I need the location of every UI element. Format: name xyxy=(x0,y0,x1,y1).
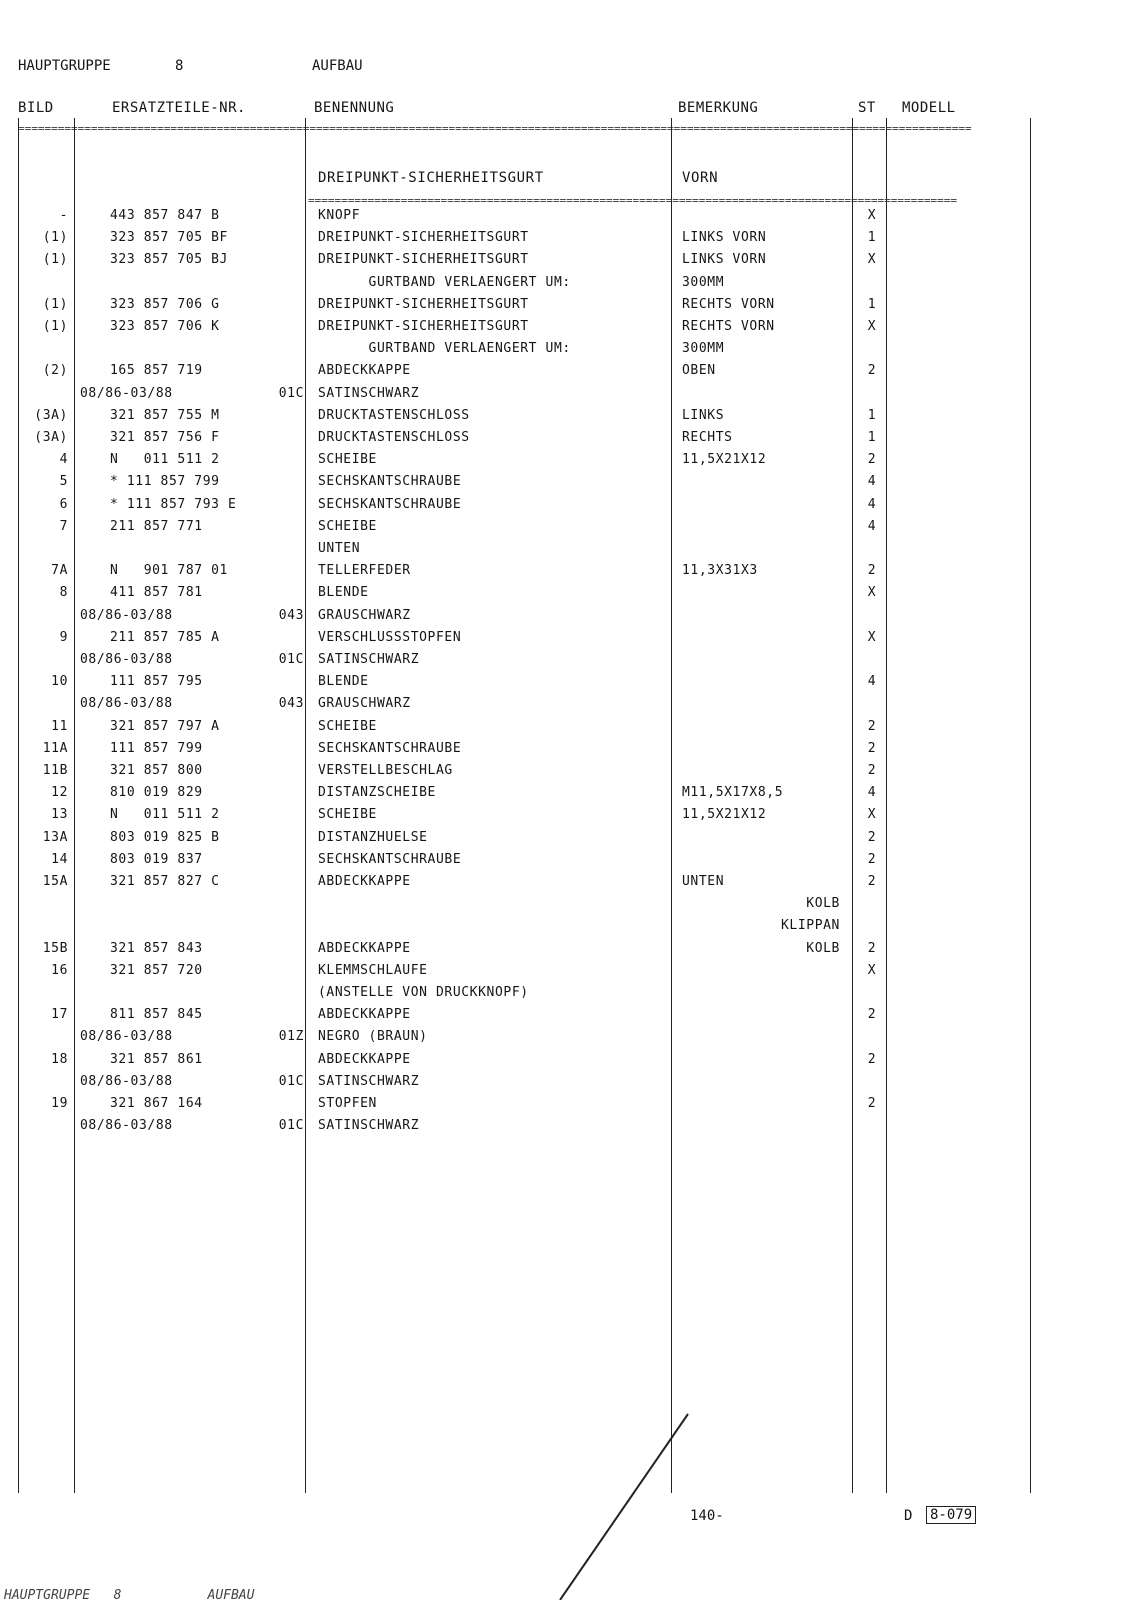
row-part-number: 165 857 719 xyxy=(110,363,203,379)
row-benennung: ABDECKKAPPE xyxy=(318,874,411,889)
row-stueck: X xyxy=(867,208,877,223)
row-part-number: 323 857 705 BJ xyxy=(110,252,228,268)
row-part-number: 08/86-03/88 xyxy=(80,607,173,623)
row-stueck: 2 xyxy=(867,829,877,845)
row-part-number: 321 857 755 M xyxy=(110,407,220,423)
row-part-number: 321 857 827 C xyxy=(110,874,220,889)
row-stueck: 1 xyxy=(867,430,877,445)
row-stueck: X xyxy=(867,962,877,978)
row-bild: 13 xyxy=(51,807,68,823)
row-benennung: GURTBAND VERLAENGERT UM: xyxy=(318,274,571,290)
row-benennung: SATINSCHWARZ xyxy=(318,1118,420,1134)
row-stueck: 4 xyxy=(867,674,877,690)
row-benennung: BLENDE xyxy=(318,674,369,690)
row-stueck: 2 xyxy=(867,940,877,956)
row-part-number: * 111 857 799 xyxy=(110,474,220,490)
col-bild-header: BILD xyxy=(18,100,54,116)
col-modell-header: MODELL xyxy=(902,100,956,116)
row-stueck: 2 xyxy=(867,740,877,756)
row-bemerkung: M11,5X17X8,5 xyxy=(682,785,784,801)
row-bild: 12 xyxy=(51,785,68,801)
row-part-number: 323 857 706 K xyxy=(110,319,220,334)
row-bemerkung-right: KOLB xyxy=(806,940,840,956)
row-benennung: SATINSCHWARZ xyxy=(318,385,420,401)
row-part-number: 211 857 771 xyxy=(110,518,203,534)
row-stueck: X xyxy=(867,319,877,334)
row-benennung: TELLERFEDER xyxy=(318,563,411,579)
row-color-code: 043 xyxy=(278,696,304,712)
row-bemerkung: RECHTS VORN xyxy=(682,296,775,312)
row-bemerkung-right: KLIPPAN xyxy=(781,918,840,934)
row-bemerkung: 300MM xyxy=(682,274,725,290)
row-bild: (2) xyxy=(42,363,68,379)
row-stueck: 4 xyxy=(867,518,877,534)
row-bemerkung: RECHTS xyxy=(682,430,733,445)
section-remark: VORN xyxy=(682,170,719,186)
row-bild: 5 xyxy=(59,474,68,490)
row-bemerkung: 11,5X21X12 xyxy=(682,807,767,823)
row-stueck: 2 xyxy=(867,452,877,468)
row-bemerkung: LINKS VORN xyxy=(682,252,767,268)
row-benennung: GRAUSCHWARZ xyxy=(318,607,411,623)
row-part-number: N 011 511 2 xyxy=(110,452,220,468)
row-benennung: STOPFEN xyxy=(318,1096,377,1111)
row-bemerkung: 11,3X31X3 xyxy=(682,563,758,579)
row-bild: 9 xyxy=(59,629,68,645)
row-color-code: 01C xyxy=(278,1118,304,1134)
row-part-number: N 011 511 2 xyxy=(110,807,220,823)
hauptgruppe-value: 8 xyxy=(175,58,184,74)
page-number: 140- xyxy=(690,1508,724,1524)
row-stueck: 4 xyxy=(867,785,877,801)
row-stueck: X xyxy=(867,629,877,645)
row-stueck: 2 xyxy=(867,763,877,778)
row-benennung: DREIPUNKT-SICHERHEITSGURT xyxy=(318,230,529,246)
row-bemerkung: OBEN xyxy=(682,363,716,379)
row-bild: 4 xyxy=(59,452,68,468)
section-title: DREIPUNKT-SICHERHEITSGURT xyxy=(318,170,544,186)
col-st-header: ST xyxy=(858,100,876,116)
row-benennung: SECHSKANTSCHRAUBE xyxy=(318,474,462,490)
row-part-number: 08/86-03/88 xyxy=(80,1118,173,1134)
row-bemerkung: 300MM xyxy=(682,341,725,357)
row-stueck: X xyxy=(867,807,877,823)
row-bild: (3A) xyxy=(34,430,68,445)
section-letter: D xyxy=(904,1508,913,1524)
row-benennung: SATINSCHWARZ xyxy=(318,1073,420,1089)
row-stueck: 2 xyxy=(867,874,877,889)
row-bemerkung: LINKS xyxy=(682,407,725,423)
row-stueck: 1 xyxy=(867,296,877,312)
row-bemerkung: RECHTS VORN xyxy=(682,319,775,334)
pen-stroke-line xyxy=(560,1414,688,1600)
row-benennung: DISTANZSCHEIBE xyxy=(318,785,436,801)
row-benennung: NEGRO (BRAUN) xyxy=(318,1029,428,1045)
row-bild: - xyxy=(59,208,68,223)
row-color-code: 01Z xyxy=(278,1029,304,1045)
row-part-number: 803 019 825 B xyxy=(110,829,220,845)
row-benennung: DREIPUNKT-SICHERHEITSGURT xyxy=(318,319,529,334)
row-benennung: VERSTELLBESCHLAG xyxy=(318,763,453,778)
row-part-number: 321 857 797 A xyxy=(110,718,220,734)
row-color-code: 01C xyxy=(278,1073,304,1089)
row-stueck: X xyxy=(867,252,877,268)
row-benennung: UNTEN xyxy=(318,541,361,556)
row-part-number: 08/86-03/88 xyxy=(80,696,173,712)
next-page-header: HAUPTGRUPPE 8 AUFBAU xyxy=(4,1588,255,1603)
row-stueck: 1 xyxy=(867,230,877,246)
section-rule: ================================================================================================== xyxy=(308,196,958,206)
row-part-number: 323 857 706 G xyxy=(110,296,220,312)
row-benennung: (ANSTELLE VON DRUCKKNOPF) xyxy=(318,985,529,1000)
row-bemerkung: LINKS VORN xyxy=(682,230,767,246)
row-bemerkung: UNTEN xyxy=(682,874,725,889)
row-stueck: 2 xyxy=(867,718,877,734)
row-benennung: ABDECKKAPPE xyxy=(318,1051,411,1067)
row-stueck: 2 xyxy=(867,1096,877,1111)
row-stueck: 1 xyxy=(867,407,877,423)
col-ersatzteile-header: ERSATZTEILE-NR. xyxy=(112,100,246,116)
row-part-number: 321 857 800 xyxy=(110,763,203,778)
row-part-number: 810 019 829 xyxy=(110,785,203,801)
row-benennung: SECHSKANTSCHRAUBE xyxy=(318,496,462,512)
row-bild: 15A xyxy=(42,874,68,889)
row-benennung: KNOPF xyxy=(318,208,361,223)
row-part-number: 321 857 756 F xyxy=(110,430,220,445)
row-stueck: 2 xyxy=(867,851,877,867)
row-part-number: 323 857 705 BF xyxy=(110,230,228,246)
row-part-number: 443 857 847 B xyxy=(110,208,220,223)
row-stueck: 2 xyxy=(867,1007,877,1023)
row-benennung: GRAUSCHWARZ xyxy=(318,696,411,712)
row-bild: 17 xyxy=(51,1007,68,1023)
row-bild: 11A xyxy=(42,740,68,756)
row-benennung: BLENDE xyxy=(318,585,369,601)
row-part-number: 321 867 164 xyxy=(110,1096,203,1111)
row-bild: (1) xyxy=(42,296,68,312)
hauptgruppe-label: HAUPTGRUPPE xyxy=(18,58,111,74)
row-part-number: 08/86-03/88 xyxy=(80,1029,173,1045)
row-bild: 14 xyxy=(51,851,68,867)
row-benennung: ABDECKKAPPE xyxy=(318,363,411,379)
row-part-number: 321 857 843 xyxy=(110,940,203,956)
row-benennung: SCHEIBE xyxy=(318,452,377,468)
row-benennung: SCHEIBE xyxy=(318,807,377,823)
row-benennung: KLEMMSCHLAUFE xyxy=(318,962,428,978)
row-benennung: DISTANZHUELSE xyxy=(318,829,428,845)
row-benennung: SATINSCHWARZ xyxy=(318,652,420,667)
row-bild: 6 xyxy=(59,496,68,512)
row-bemerkung: 11,5X21X12 xyxy=(682,452,767,468)
row-benennung: ABDECKKAPPE xyxy=(318,940,411,956)
row-bild: 11 xyxy=(51,718,68,734)
row-benennung: DREIPUNKT-SICHERHEITSGURT xyxy=(318,252,529,268)
row-bild: 15B xyxy=(42,940,68,956)
page-title: AUFBAU xyxy=(312,58,363,74)
row-stueck: 2 xyxy=(867,563,877,579)
page-code: 8-079 xyxy=(926,1506,976,1524)
row-stueck: 4 xyxy=(867,474,877,490)
row-part-number: 411 857 781 xyxy=(110,585,203,601)
row-bild: (3A) xyxy=(34,407,68,423)
row-benennung: ABDECKKAPPE xyxy=(318,1007,411,1023)
row-bild: 8 xyxy=(59,585,68,601)
row-part-number: 111 857 799 xyxy=(110,740,203,756)
col-bemerkung-header: BEMERKUNG xyxy=(678,100,759,116)
row-color-code: 01C xyxy=(278,385,304,401)
row-benennung: SCHEIBE xyxy=(318,518,377,534)
row-stueck: 4 xyxy=(867,496,877,512)
row-part-number: 08/86-03/88 xyxy=(80,652,173,667)
row-stueck: 2 xyxy=(867,1051,877,1067)
row-color-code: 01C xyxy=(278,652,304,667)
row-bild: 19 xyxy=(51,1096,68,1111)
row-bild: 11B xyxy=(42,763,68,778)
row-part-number: N 901 787 01 xyxy=(110,563,228,579)
row-part-number: * 111 857 793 E xyxy=(110,496,237,512)
header-rule: ================================================================================================================================================ xyxy=(18,124,972,134)
row-benennung: DRUCKTASTENSCHLOSS xyxy=(318,407,470,423)
row-bild: 13A xyxy=(42,829,68,845)
row-bild: 10 xyxy=(51,674,68,690)
row-part-number: 08/86-03/88 xyxy=(80,385,173,401)
row-part-number: 08/86-03/88 xyxy=(80,1073,173,1089)
row-stueck: 2 xyxy=(867,363,877,379)
row-stueck: X xyxy=(867,585,877,601)
row-bild: 7A xyxy=(51,563,68,579)
row-benennung: SECHSKANTSCHRAUBE xyxy=(318,740,462,756)
row-part-number: 211 857 785 A xyxy=(110,629,220,645)
row-benennung: SCHEIBE xyxy=(318,718,377,734)
row-benennung: SECHSKANTSCHRAUBE xyxy=(318,851,462,867)
row-part-number: 321 857 861 xyxy=(110,1051,203,1067)
row-bild: 18 xyxy=(51,1051,68,1067)
row-part-number: 321 857 720 xyxy=(110,962,203,978)
row-part-number: 803 019 837 xyxy=(110,851,203,867)
row-bild: 16 xyxy=(51,962,68,978)
row-benennung: VERSCHLUSSSTOPFEN xyxy=(318,629,462,645)
row-bild: (1) xyxy=(42,230,68,246)
row-bild: (1) xyxy=(42,319,68,334)
row-part-number: 111 857 795 xyxy=(110,674,203,690)
row-part-number: 811 857 845 xyxy=(110,1007,203,1023)
row-benennung: DREIPUNKT-SICHERHEITSGURT xyxy=(318,296,529,312)
row-bemerkung-right: KOLB xyxy=(806,896,840,912)
row-color-code: 043 xyxy=(278,607,304,623)
row-bild: 7 xyxy=(59,518,68,534)
row-benennung: GURTBAND VERLAENGERT UM: xyxy=(318,341,571,357)
col-benennung-header: BENENNUNG xyxy=(314,100,395,116)
row-benennung: DRUCKTASTENSCHLOSS xyxy=(318,430,470,445)
row-bild: (1) xyxy=(42,252,68,268)
